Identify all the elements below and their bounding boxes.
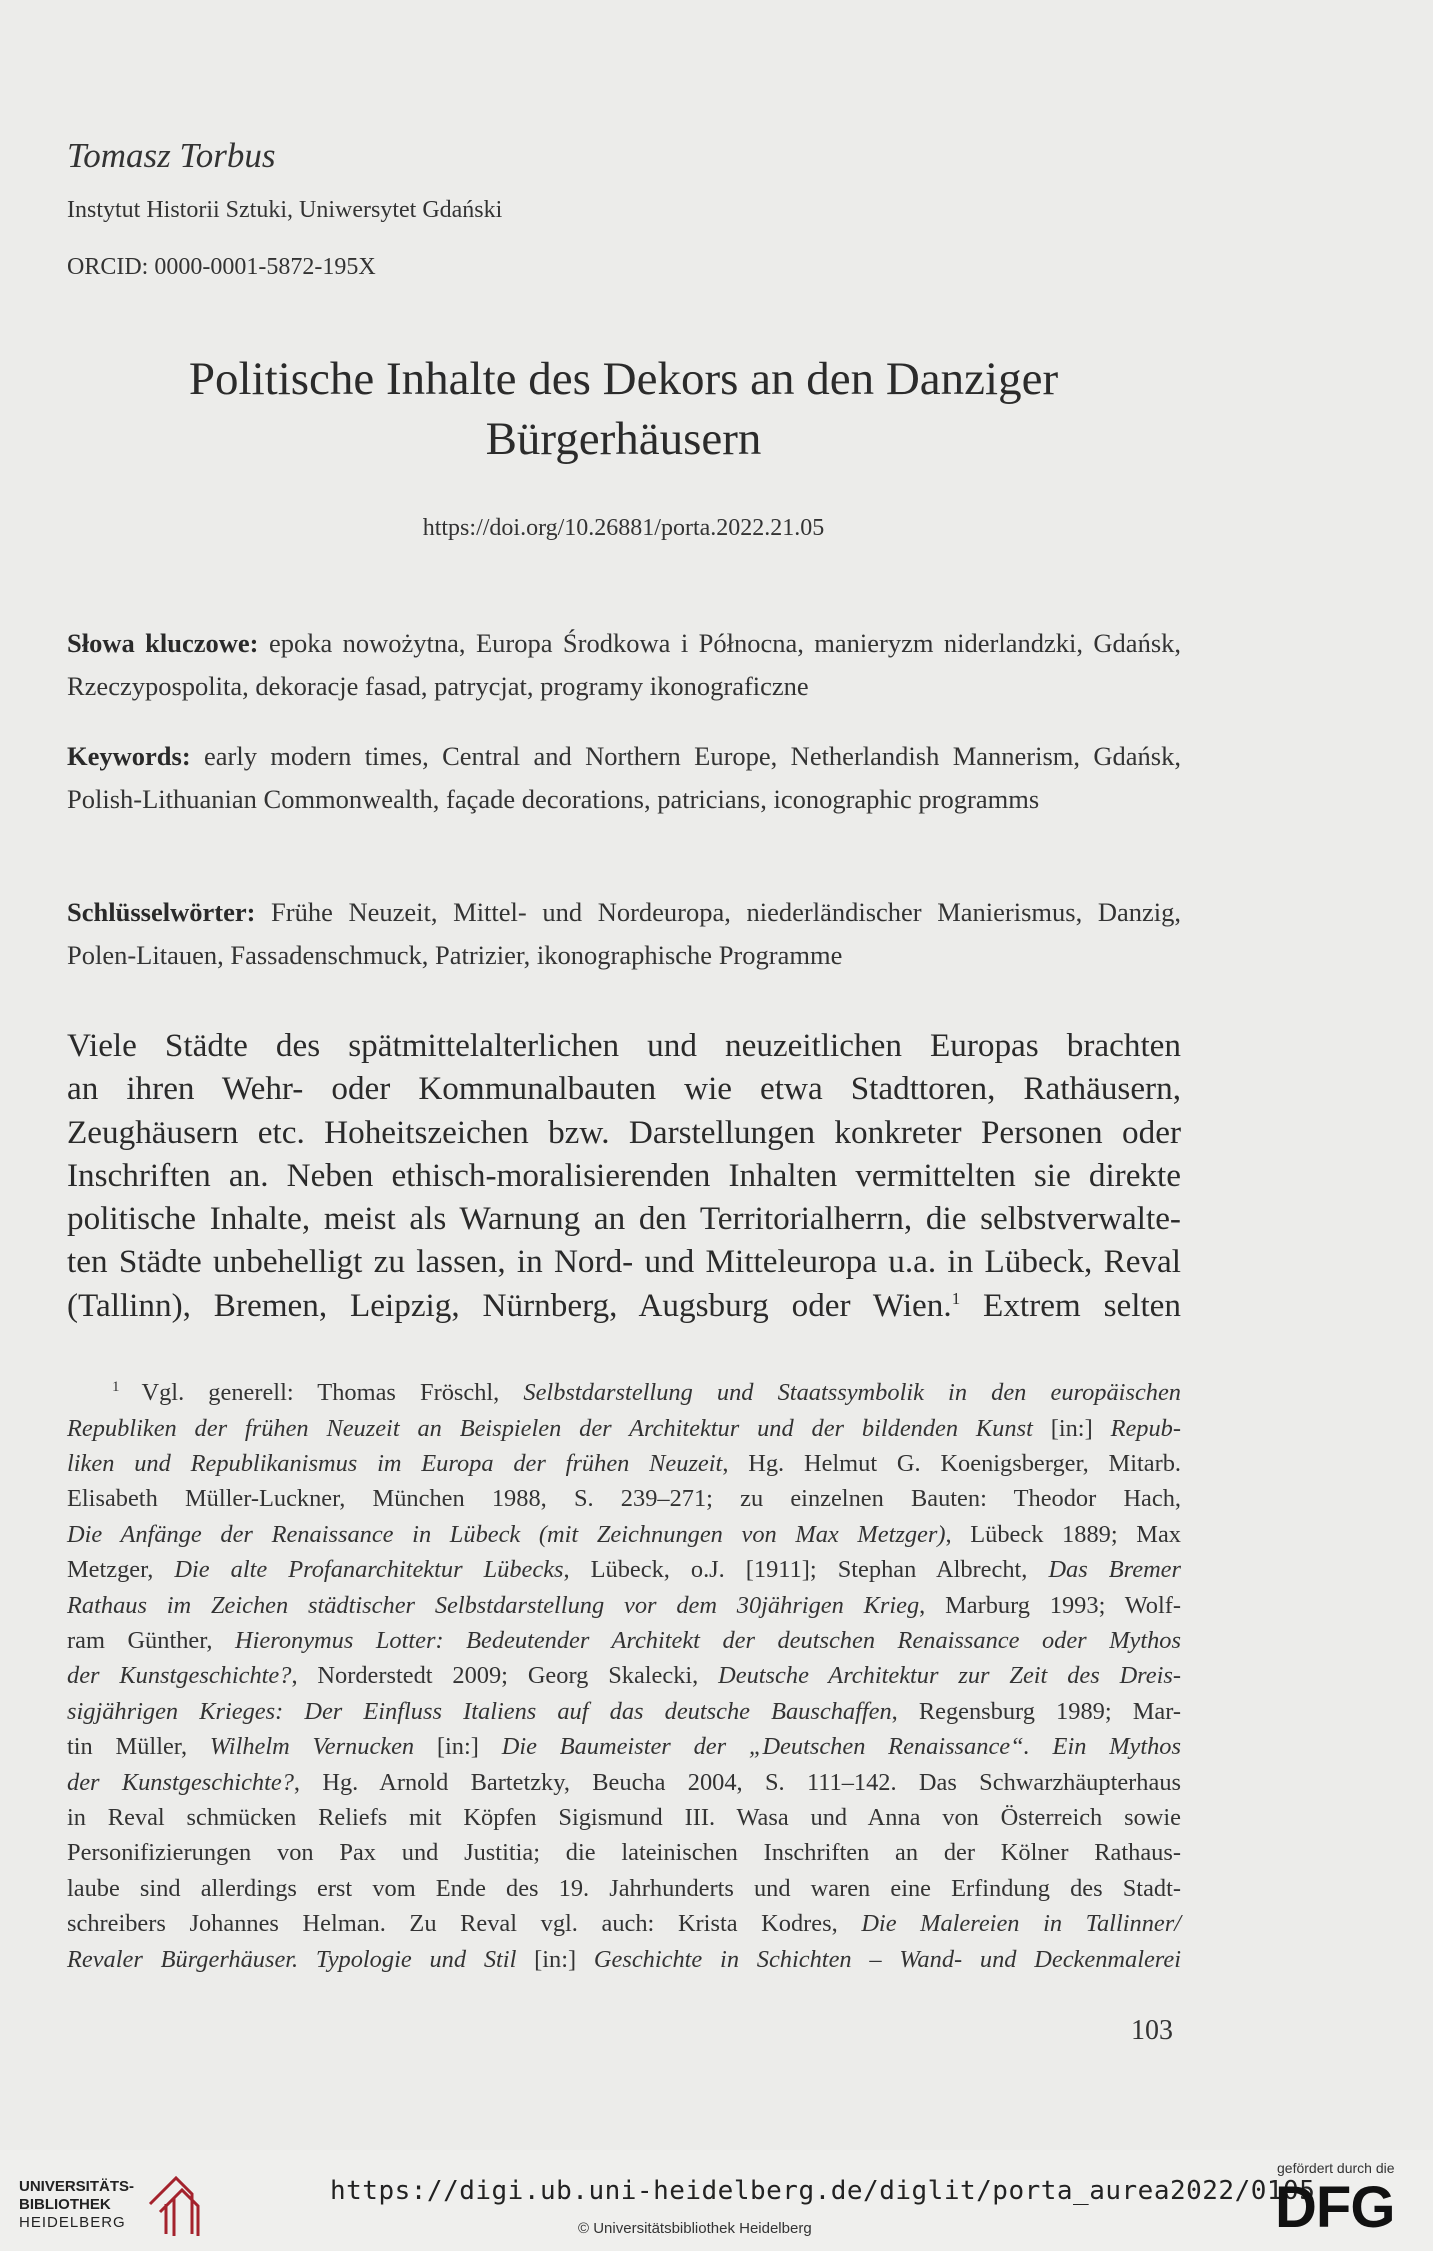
body-line: an ihren Wehr- oder Kommunalbauten wie etwa Stadttoren, Rathäusern, — [67, 1070, 1181, 1108]
doi-link[interactable]: https://doi.org/10.26881/porta.2022.21.05 — [422, 515, 825, 541]
keywords-english-text: early modern times, Central and Northern Europe, Netherlandish Mannerism, Gdańsk, Polish-Lithuanian Commonwealth, façade decorations, patricians, iconographic programms — [67, 741, 1181, 814]
footnote-line — [67, 1588, 1181, 1623]
footnote-title: Wilhelm Vernucken — [209, 1733, 415, 1761]
footnote-line: Elisabeth Müller-Luckner, München 1988, S. 239–271; zu einzelnen Bauten: Theodor Hach, — [67, 1485, 1181, 1513]
footnote-title: liken und Republikanismus im Europa der frühen Neuzeit — [67, 1449, 723, 1477]
footnote-title: der Kunstgeschichte? — [67, 1768, 294, 1796]
body-last-text: (Tallinn), Bremen, Leipzig, Nürnberg, Augsburg oder Wien. — [67, 1286, 952, 1324]
footnote-line: in Reval schmücken Reliefs mit Köpfen Sigismund III. Wasa und Anna von Österreich sowie — [67, 1804, 1181, 1831]
footnote-line — [67, 1552, 1181, 1587]
footnote-text: Vgl. generell: Thomas Fröschl, — [141, 1379, 524, 1407]
footnote-text: [in:] — [414, 1733, 502, 1761]
footnote-title: Geschichte in Schichten – Wand- und Deckenmalerei — [593, 1945, 1181, 1973]
dfg-logo: DFG — [1275, 2175, 1395, 2240]
footnote-title: Rathaus im Zeichen städtischer Selbstdarstellung vor dem 30jährigen Krieg — [67, 1591, 920, 1619]
footnote-line — [67, 1517, 1181, 1552]
keywords-english-label: Keywords: — [67, 741, 191, 771]
footnote-title: Deutsche Architektur zur Zeit des Dreis- — [718, 1662, 1181, 1690]
body-line — [67, 1284, 1181, 1327]
footnote-text: , Hg. Helmut G. Koenigsberger, Mitarb. — [722, 1449, 1181, 1477]
footnote-line — [67, 1729, 1181, 1764]
footnote-line — [67, 1446, 1181, 1481]
footnote-line — [67, 1694, 1181, 1729]
keywords-polish — [67, 622, 1181, 708]
body-line: Zeughäusern etc. Hoheitszeichen bzw. Darstellungen konkreter Personen oder — [67, 1113, 1181, 1151]
viewer-footer — [0, 2150, 1433, 2251]
footnote-title: Die alte Profanarchitektur Lübecks — [174, 1556, 564, 1584]
footnote-line — [67, 1765, 1181, 1800]
library-name-line-1: UNIVERSITÄTS- — [19, 2178, 135, 2195]
author-name: Tomasz Torbus — [67, 136, 276, 175]
footnote-text: , Norderstedt 2009; Georg Skalecki, — [291, 1662, 719, 1690]
footnote-title: Repub- — [1110, 1414, 1181, 1442]
footnote-text: schreibers Johannes Helman. Zu Reval vgl. auch: Krista Kodres, — [67, 1910, 862, 1938]
body-line: Inschriften an. Neben ethisch-moralisierenden Inhalten vermittelten sie direkte — [67, 1156, 1181, 1194]
footnote-text: ram Günther, — [67, 1626, 236, 1654]
footnote-text: , Regensburg 1989; Mar- — [891, 1697, 1181, 1725]
document-url[interactable]: https://digi.ub.uni-heidelberg.de/diglit/porta_aurea2022/0105 — [330, 2176, 1316, 2206]
body-line: politische Inhalte, meist als Warnung an den Territorialherrn, die selbstverwalte- — [67, 1200, 1181, 1238]
footnote-text: Metzger, — [67, 1556, 175, 1584]
copyright-notice: © Universitätsbibliothek Heidelberg — [578, 2220, 812, 2237]
footnote-text: , Lübeck 1889; Max — [945, 1520, 1181, 1548]
footnote-title: Revaler Bürgerhäuser. Typologie und Stil — [67, 1945, 517, 1973]
footnote-title: Selbstdarstellung und Staatssymbolik in den europäischen — [523, 1379, 1181, 1407]
article-title-line-2: Bürgerhäusern — [485, 413, 762, 465]
footnote-line — [67, 1411, 1181, 1446]
footnote-line — [67, 1623, 1181, 1658]
keywords-german-label: Schlüsselwörter: — [67, 897, 256, 927]
footnote-line — [67, 1370, 1181, 1411]
footnote-line: laube sind allerdings erst vom Ende des 19. Jahrhunderts und waren eine Erfindung des Stadt- — [67, 1874, 1181, 1902]
footnote-line — [67, 1658, 1181, 1693]
footnote-title: der Kunstgeschichte? — [67, 1662, 292, 1690]
library-name-line-2: BIBLIOTHEK — [19, 2196, 111, 2213]
orcid-id: ORCID: 0000-0001-5872-195X — [67, 254, 376, 280]
footnote-line: Personifizierungen von Pax und Justitia; die lateinischen Inschriften an der Kölner Rathaus- — [67, 1839, 1181, 1867]
body-last-text-end: Extrem selten — [960, 1286, 1182, 1324]
footnote-title: Die Malereien in Tallinner/ — [861, 1910, 1181, 1938]
library-name — [19, 2178, 134, 2232]
keywords-polish-text: epoka nowożytna, Europa Środkowa i Północna, manieryzm niderlandzki, Gdańsk, Rzeczypospolita, dekoracje fasad, patrycjat, programy ikonograficzne — [67, 628, 1182, 701]
footnote-text: , Marburg 1993; Wolf- — [919, 1591, 1181, 1619]
footnote-title: Das Bremer — [1048, 1556, 1182, 1584]
footnote-text: , Hg. Arnold Bartetzky, Beucha 2004, S. 111–142. Das Schwarzhäupterhaus — [293, 1768, 1182, 1796]
footnote-text: [in:] — [1032, 1414, 1111, 1442]
footnote — [67, 1370, 1181, 1977]
keywords-polish-label: Słowa kluczowe: — [67, 628, 259, 658]
article-title-line-1: Politische Inhalte des Dekors an den Danziger — [188, 353, 1059, 405]
page-number: 103 — [1131, 2015, 1173, 2046]
footnote-title: sigjährigen Krieges: Der Einfluss Italiens auf das deutsche Bauschaffen — [67, 1697, 892, 1725]
footnote-text: tin Müller, — [67, 1733, 210, 1761]
footnote-line — [67, 1942, 1181, 1977]
footnote-line — [67, 1906, 1181, 1941]
footnote-title: Hieronymus Lotter: Bedeutender Architekt der deutschen Renaissance oder Mythos — [235, 1626, 1181, 1654]
footnote-text: , Lübeck, o.J. [1911]; Stephan Albrecht, — [563, 1556, 1049, 1584]
footnote-title: Republiken der frühen Neuzeit an Beispielen der Architektur und der bildenden Kunst — [67, 1414, 1033, 1442]
footnote-title: Die Anfänge der Renaissance in Lübeck (mit Zeichnungen von Max Metzger) — [67, 1520, 946, 1548]
body-line: Viele Städte des spätmittelalterlichen und neuzeitlichen Europas brachten — [67, 1027, 1181, 1064]
body-text — [67, 1024, 1181, 1327]
library-logo-icon — [146, 2164, 202, 2238]
footnote-title: Die Baumeister der „Deutschen Renaissance“. Ein Mythos — [501, 1733, 1181, 1761]
keywords-german — [67, 891, 1181, 977]
footnote-reference[interactable]: 1 — [951, 1288, 961, 1308]
dfg-note: gefördert durch die — [1277, 2160, 1395, 2176]
body-line: ten Städte unbehelligt zu lassen, in Nord- und Mitteleuropa u.a. in Lübeck, Reval — [67, 1243, 1181, 1281]
author-affiliation: Instytut Historii Sztuki, Uniwersytet Gdański — [67, 197, 503, 223]
library-name-line-3: HEIDELBERG — [19, 2214, 126, 2231]
keywords-german-text: Frühe Neuzeit, Mittel- und Nordeuropa, niederländischer Manierismus, Danzig, Polen-Litauen, Fassadenschmuck, Patrizier, ikonographische Programme — [67, 897, 1181, 970]
keywords-english — [67, 735, 1181, 821]
footnote-text: [in:] — [516, 1945, 594, 1973]
footnote-number: 1 — [112, 1379, 120, 1395]
